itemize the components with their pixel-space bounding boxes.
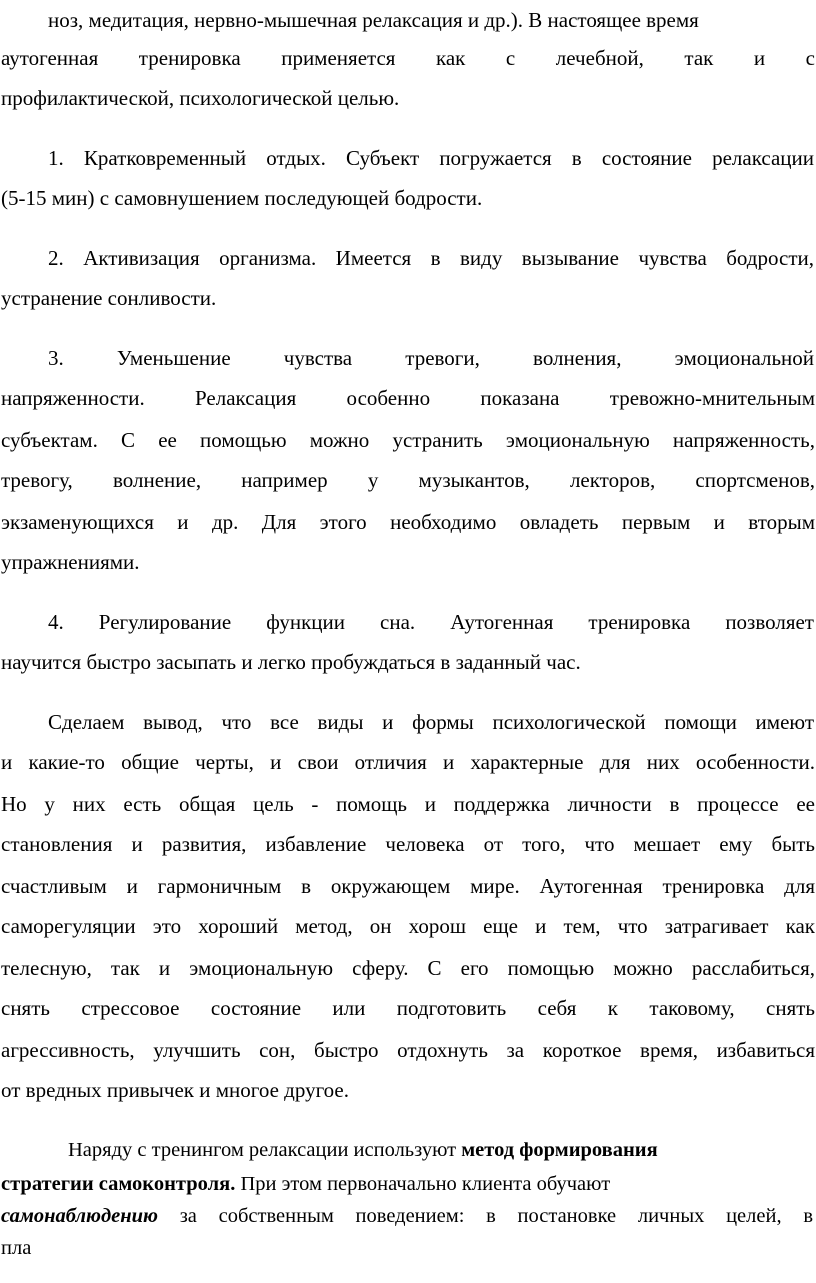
final-paragraph-line-1 — [68, 1137, 788, 1163]
item-4-line-2: научится быстро засыпать и легко пробуждаться в заданный час. — [1, 650, 581, 674]
conclusion-line-4: становления и развития, избавление человека от того, что мешает ему быть — [1, 832, 815, 856]
item-3-line-6: упражнениями. — [1, 550, 140, 574]
conclusion-line-10: от вредных привычек и многое другое. — [1, 1078, 349, 1102]
item-1-line-1: 1. Кратковременный отдых. Субъект погружается в состояние релаксации — [48, 146, 814, 170]
paragraph-intro-line-2: аутогенная тренировка применяется как с лечебной, так и с — [1, 46, 815, 70]
conclusion-line-2: и какие-то общие черты, и свои отличия и характерные для них особенности. — [1, 750, 815, 774]
item-2-line-2: устранение сонливости. — [1, 286, 217, 310]
final-paragraph-term-self-observation: самонаблюдению — [1, 1205, 158, 1227]
conclusion-line-5: счастливым и гармоничным в окружающем мире. Аутогенная тренировка для — [1, 874, 815, 898]
final-paragraph-term-method: метод формирования — [461, 1139, 658, 1161]
paragraph-intro-line-3: профилактической, психологической целью. — [1, 86, 400, 110]
item-3-line-4: тревогу, волнение, например у музыкантов, лекторов, спортсменов, — [1, 468, 815, 492]
final-paragraph-line-4: пла — [1, 1237, 32, 1259]
paragraph-intro-line-1: ноз, медитация, нервно-мышечная релаксация и др.). В настоящее время — [48, 8, 699, 32]
conclusion-line-6: саморегуляции это хороший метод, он хорош еще и тем, что затрагивает как — [1, 914, 815, 938]
item-3-line-1: 3. Уменьшение чувства тревоги, волнения, эмоциональной — [48, 346, 814, 370]
final-paragraph-line-2-plain: При этом первоначально клиента обучают — [235, 1173, 611, 1195]
item-3-line-5: экзаменующихся и др. Для этого необходимо овладеть первым и вторым — [1, 510, 815, 534]
item-3-line-2: напряженности. Релаксация особенно показана тревожно-мнительным — [1, 386, 815, 410]
conclusion-line-9: агрессивность, улучшить сон, быстро отдохнуть за короткое время, избавиться — [1, 1038, 815, 1062]
conclusion-line-7: телесную, так и эмоциональную сферу. С его помощью можно расслабиться, — [1, 956, 815, 980]
conclusion-line-1: Сделаем вывод, что все виды и формы психологической помощи имеют — [48, 710, 814, 734]
final-paragraph-line-3 — [1, 1203, 813, 1229]
final-paragraph-line-1-plain: Наряду с тренингом релаксации используют — [68, 1139, 462, 1161]
final-paragraph-line-3-plain: за собственным поведением: в постановке личных целей, в — [157, 1205, 813, 1227]
item-2-line-1: 2. Активизация организма. Имеется в виду вызывание чувства бодрости, — [48, 246, 814, 270]
conclusion-line-8: снять стрессовое состояние или подготовить себя к таковому, снять — [1, 996, 815, 1020]
item-3-line-3: субъектам. С ее помощью можно устранить эмоциональную напряженность, — [1, 428, 815, 452]
final-paragraph-term-strategy: стратегии самоконтроля. — [1, 1173, 236, 1195]
conclusion-line-3: Но у них есть общая цель - помощь и поддержка личности в процессе ее — [1, 792, 815, 816]
final-paragraph-line-2 — [1, 1171, 741, 1197]
item-1-line-2: (5-15 мин) с самовнушением последующей бодрости. — [1, 186, 483, 210]
item-4-line-1: 4. Регулирование функции сна. Аутогенная тренировка позволяет — [48, 610, 814, 634]
